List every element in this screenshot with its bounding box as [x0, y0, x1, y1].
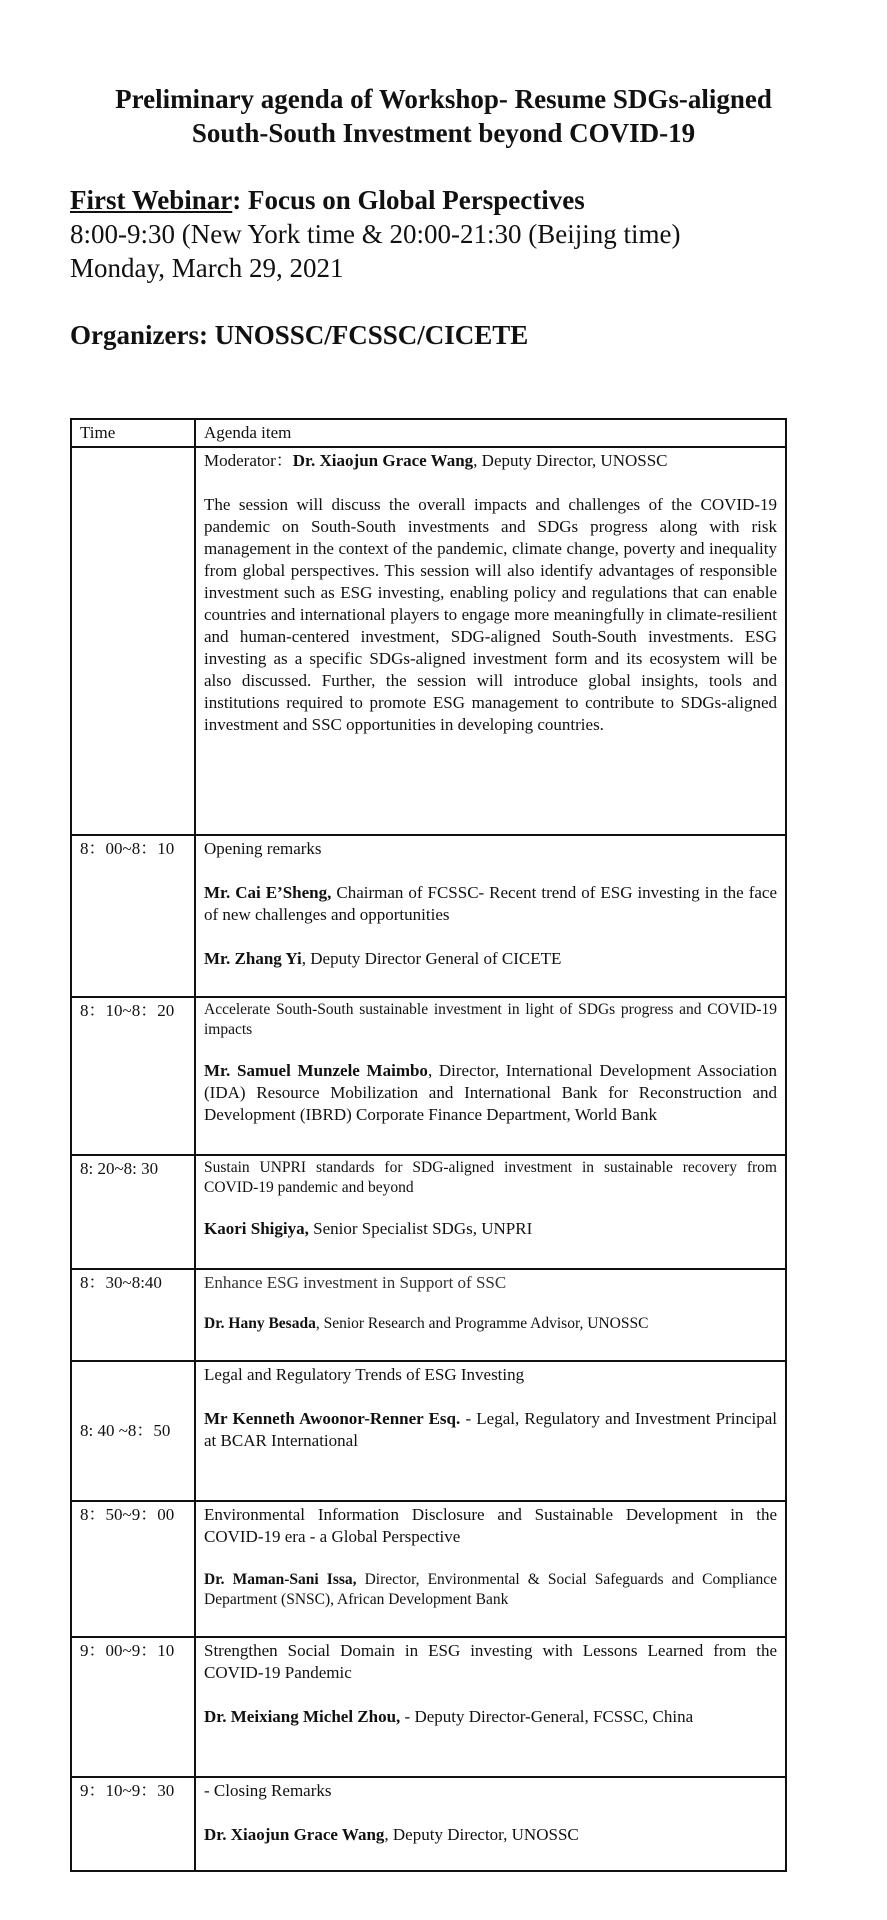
speaker-name: Kaori Shigiya,	[204, 1219, 309, 1238]
speaker-name: Dr. Hany Besada	[204, 1315, 316, 1332]
table-row	[71, 1501, 786, 1637]
speaker-name: Mr Kenneth Awoonor-Renner Esq.	[204, 1409, 461, 1428]
speaker-line	[204, 1218, 777, 1240]
agenda-table	[70, 418, 787, 1872]
speaker-line	[204, 948, 777, 970]
time-cell: 8: 40 ~8：50	[71, 1361, 195, 1501]
time-cell: 8：50~9：00	[71, 1501, 195, 1637]
speaker-line	[204, 1570, 777, 1610]
speaker-name: Dr. Xiaojun Grace Wang	[204, 1825, 385, 1844]
speaker-line	[204, 1706, 777, 1728]
webinar-time: 8:00-9:30 (New York time & 20:00-21:30 (Beijing time)	[70, 219, 681, 249]
time-cell: 8：10~8：20	[71, 997, 195, 1155]
speaker-name: Dr. Maman-Sani Issa,	[204, 1571, 357, 1588]
agenda-topic: - Closing Remarks	[204, 1781, 332, 1800]
agenda-topic: Legal and Regulatory Trends of ESG Investing	[204, 1365, 525, 1384]
table-header-row	[71, 419, 786, 447]
time-cell	[71, 447, 195, 835]
speaker-name: Mr. Cai E’Sheng,	[204, 883, 332, 902]
time-cell: 9：00~9：10	[71, 1637, 195, 1777]
agenda-cell	[195, 997, 786, 1155]
speaker-name: Mr. Samuel Munzele Maimbo	[204, 1061, 428, 1080]
speaker-line	[204, 1408, 777, 1452]
agenda-cell	[195, 447, 786, 835]
table-row	[71, 447, 786, 835]
speaker-line	[204, 1824, 777, 1846]
agenda-cell	[195, 1777, 786, 1871]
session-description: The session will discuss the overall impacts and challenges of the COVID-19 pandemic on South-South investments and SDGs progress along with risk management in the context of the pandemic, climate change, poverty and inequality from global perspectives. This session will also identify advantages of responsible investment such as ESG investing, enabling policy and regulations that can enable countries and international players to engage more meaningfully in climate-resilient and human-centered investment, SDG-aligned South-South investments. ESG investing as a specific SDGs-aligned investment form and its ecosystem will be also discussed. Further, the session will introduce global insights, tools and institutions required to promote ESG management to contribute to SDGs-aligned investment and SSC opportunities in developing countries.	[204, 495, 777, 734]
time-cell: 8：30~8:40	[71, 1269, 195, 1361]
table-row	[71, 1269, 786, 1361]
agenda-cell	[195, 1155, 786, 1269]
agenda-topic: Enhance ESG investment in Support of SSC	[204, 1273, 507, 1292]
agenda-cell	[195, 1361, 786, 1501]
speaker-title: , Deputy Director General of CICETE	[301, 949, 562, 968]
agenda-topic: Opening remarks	[204, 839, 322, 858]
agenda-topic: Sustain UNPRI standards for SDG-aligned investment in sustainable recovery from COVID-19 pandemic and beyond	[204, 1159, 777, 1196]
speaker-line	[204, 1060, 777, 1126]
table-row	[71, 1361, 786, 1501]
moderator-label: Moderator：	[204, 451, 293, 470]
moderator-line	[204, 450, 777, 472]
table-row	[71, 1777, 786, 1871]
speaker-line	[204, 882, 777, 926]
speaker-title: , Director, International Development Association (IDA) Resource Mobilization and International Bank for Reconstruction and Development (IBRD) Corporate Finance Department, World Bank	[204, 1061, 777, 1124]
time-cell: 8: 20~8: 30	[71, 1155, 195, 1269]
table-row	[71, 1637, 786, 1777]
speaker-line	[204, 1314, 777, 1334]
document-title	[0, 82, 887, 150]
agenda-topic: Strengthen Social Domain in ESG investing with Lessons Learned from the COVID-19 Pandemic	[204, 1641, 777, 1682]
speaker-title: Senior Specialist SDGs, UNPRI	[308, 1219, 533, 1238]
speaker-title: , Deputy Director, UNOSSC	[384, 1825, 579, 1844]
agenda-topic: Environmental Information Disclosure and Sustainable Development in the COVID-19 era - a Global Perspective	[204, 1505, 777, 1546]
moderator-name: Dr. Xiaojun Grace Wang	[292, 451, 474, 470]
table-row	[71, 835, 786, 997]
speaker-name: Dr. Meixiang Michel Zhou,	[204, 1707, 401, 1726]
agenda-cell	[195, 1637, 786, 1777]
moderator-title: , Deputy Director, UNOSSC	[473, 451, 668, 470]
header-agenda-item: Agenda item	[195, 419, 786, 447]
table-row	[71, 997, 786, 1155]
title-line-1: Preliminary agenda of Workshop- Resume SDGs-aligned	[115, 84, 772, 114]
speaker-title: , Senior Research and Programme Advisor, UNOSSC	[315, 1315, 649, 1332]
agenda-cell	[195, 835, 786, 997]
speaker-title: - Deputy Director-General, FCSSC, China	[400, 1707, 694, 1726]
agenda-topic: Accelerate South-South sustainable investment in light of SDGs progress and COVID-19 impacts	[204, 1001, 777, 1038]
title-line-2: South-South Investment beyond COVID-19	[191, 118, 696, 148]
webinar-focus: : Focus on Global Perspectives	[232, 185, 585, 215]
header-time: Time	[71, 419, 195, 447]
webinar-info	[70, 183, 680, 285]
time-cell: 9：10~9：30	[71, 1777, 195, 1871]
speaker-title: Director, Environmental & Social Safeguards and Compliance Department (SNSC), African Development Bank	[204, 1571, 778, 1608]
webinar-label: First Webinar	[70, 185, 233, 215]
time-cell: 8：00~8：10	[71, 835, 195, 997]
speaker-title: Chairman of FCSSC- Recent trend of ESG investing in the face of new challenges and opportunities	[204, 883, 777, 924]
webinar-heading	[70, 183, 680, 217]
agenda-cell	[195, 1269, 786, 1361]
speaker-title: - Legal, Regulatory and Investment Principal at BCAR International	[204, 1409, 777, 1450]
agenda-cell	[195, 1501, 786, 1637]
webinar-date: Monday, March 29, 2021	[70, 253, 344, 283]
speaker-name: Mr. Zhang Yi	[204, 949, 302, 968]
organizers: Organizers: UNOSSC/FCSSC/CICETE	[70, 320, 529, 350]
table-row	[71, 1155, 786, 1269]
